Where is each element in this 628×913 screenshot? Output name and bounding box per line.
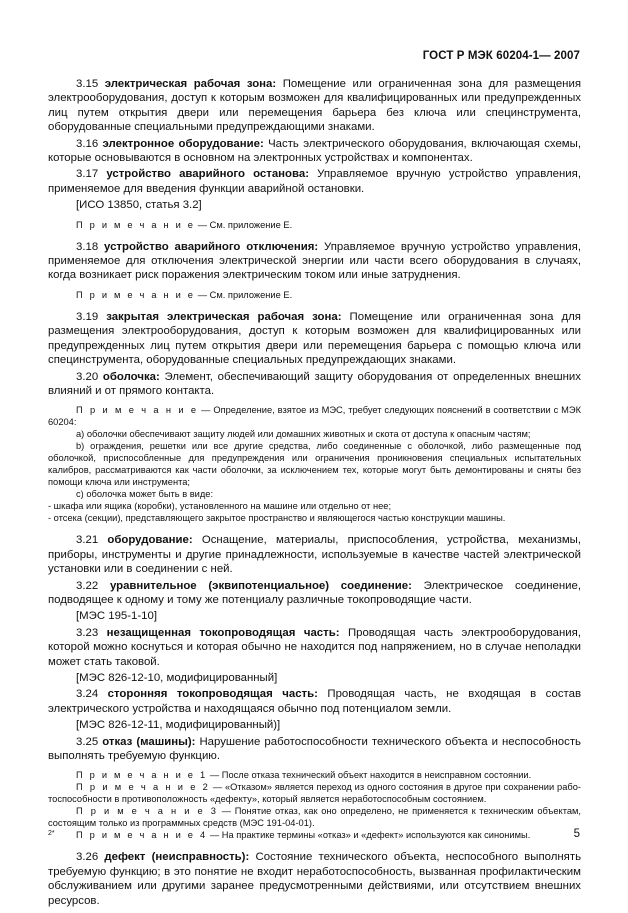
term: сторонняя токопроводящая часть: xyxy=(107,688,318,701)
term: уравнительное (эквипотенциальное) соединение: xyxy=(109,579,412,592)
term: устройство аварийного останова: xyxy=(106,168,309,181)
reference: [МЭС 826-12-11, модифицированный)] xyxy=(76,719,281,732)
reference: [МЭС 195-1-10] xyxy=(76,610,157,623)
reference: [ИСО 13850, статья 3.2] xyxy=(76,199,202,212)
clause-3-23: 3.23 незащищенная токопроводящая часть: Проводящая часть электрооборудования, которой можно коснуться и которая обычно не находится под напряжением, но в случае неполадки может стать таковой. xyxy=(48,626,581,668)
note: П р и м е ч а н и е — См. приложение Е. xyxy=(76,219,293,230)
note-2: П р и м е ч а н и е 2 — «Отказом» является переход из одного состояния в другое при сохранении работоспособности в противоположность «дефекту», который является неработоспособным состоянием. xyxy=(48,782,581,805)
clause-3-16: 3.16 электронное оборудование: Часть электрического оборудования, включающая схемы, которые основываются в основном на электронных устройствах и компонентах. xyxy=(48,137,581,165)
note-1: П р и м е ч а н и е 1 — После отказа технический объект находится в неисправном состоянии. xyxy=(76,770,532,781)
note-4: П р и м е ч а н и е 4 — На практике термины «отказ» и «дефект» используются как синонимы. xyxy=(76,830,531,841)
clause-3-24: 3.24 сторонняя токопроводящая часть: Проводящая часть, не входящая в состав электрического устройства и находящаяся обычно под потенциалом земли. xyxy=(48,688,581,715)
reference: [МЭС 826-12-10, модифицированный] xyxy=(76,671,278,684)
term: закрытая электрическая рабочая зона: xyxy=(106,310,342,323)
clause-3-26: 3.26 дефект (неисправность): Состояние технического объекта, неспособного выполнять требуемую функцию; в это понятие не входит неработоспособность, вызванная профилактическим обслуживанием или другими заранее предусмотренными действиями, или отсутствием внешних ресурсов. xyxy=(48,851,581,907)
term: дефект (неисправность): xyxy=(104,851,250,864)
term: электронное оборудование: xyxy=(102,137,264,150)
page-number: 5 xyxy=(573,828,580,840)
sheet-mark: 2* xyxy=(48,830,55,837)
standard-header: ГОСТ Р МЭК 60204-1— 2007 xyxy=(422,50,580,62)
document-body xyxy=(48,77,581,910)
clause-3-25: 3.25 отказ (машины): Нарушение работоспособности технического объекта и неспособность выполнять требуемую функцию. xyxy=(48,735,581,762)
clause-3-18: 3.18 устройство аварийного отключения: Управляемое вручную устройство управления, применяемое для отключения электрической энергии или части всего оборудования в случаях, когда возникает риск поражения электрическим током или иные затруднения. xyxy=(48,240,582,282)
term: незащищенная токопроводящая часть: xyxy=(106,626,340,639)
clause-3-22: 3.22 уравнительное (эквипотенциальное) соединение: Электрическое соединение, подводящее к одному и тому же потенциалу различные токопроводящие части. xyxy=(48,579,582,606)
term: оболочка: xyxy=(102,370,160,383)
term: отказ (машины): xyxy=(102,735,196,748)
clause-3-20: 3.20 оболочка: Элемент, обеспечивающий защиту оборудования от определенных внешних влияний и от прямого контакта. xyxy=(48,370,581,397)
notes-failure xyxy=(48,769,581,841)
note-3: П р и м е ч а н и е 3 — Понятие отказ, как оно определено, не применяется к техническим объектам, состоящим только из программных средств (МЭС 191-04-01). xyxy=(48,806,581,829)
term: устройство аварийного отключения: xyxy=(104,240,319,253)
clause-3-21: 3.21 оборудование: Оснащение, материалы, приспособления, устройства, механизмы, приборы, инструменты и другие принадлежности, используемые в качестве частей электрической установки или в соединении с ней. xyxy=(48,534,582,576)
note: П р и м е ч а н и е — См. приложение Е. xyxy=(76,289,293,300)
term: электрическая рабочая зона: xyxy=(104,78,277,90)
clause-3-19: 3.19 закрытая электрическая рабочая зона: Помещение или ограниченная зона для размещения электрооборудования, доступ к которым возможен для квалифицированных или предупрежденных лиц путем открытия двери или перемещения барьера с помощью ключа или специнструмента, оборудованные специальных предупреждающих знаками. xyxy=(48,310,581,367)
term: оборудование: xyxy=(107,534,193,547)
clause-3-17: 3.17 устройство аварийного останова: Управляемое вручную устройство управления, применяемое для введения функции аварийной остановки. xyxy=(48,168,581,195)
note-enclosure: П р и м е ч а н и е — Определение, взятое из МЭС, требует следующих пояснений в соответствии с МЭК 60204: а) оболочки обеспечивают защиту людей или домашних животных и скота от доступа к опасным частям; b) ограждения, решетки или все другие средства, либо соединенные с оболочкой, либо размещенные под оболочкой, приспособленные для предупреждения или ограничения проникновения специальных испытательных калибров, рассматриваются как части оболочки, за исключением тех, которые могут быть демонтированы и сняты без помощи ключа или инструмента; с) оболочка может быть в виде: - шкафа или ящика (коробки), установленного на машине или отдельно от нее; - отсека (секции), представляющего закрытое пространство и являющегося частью конструкции машины. xyxy=(48,405,581,524)
clause-3-15: 3.15 электрическая рабочая зона: Помещение или ограниченная зона для размещения электрооборудования, доступ к которым возможен для квалифицированных или предупрежденных лиц путем открытия двери или перемещения барьера без ключа или специнструмента, оборудованные специальными предупреждающими знаками. xyxy=(48,78,581,134)
